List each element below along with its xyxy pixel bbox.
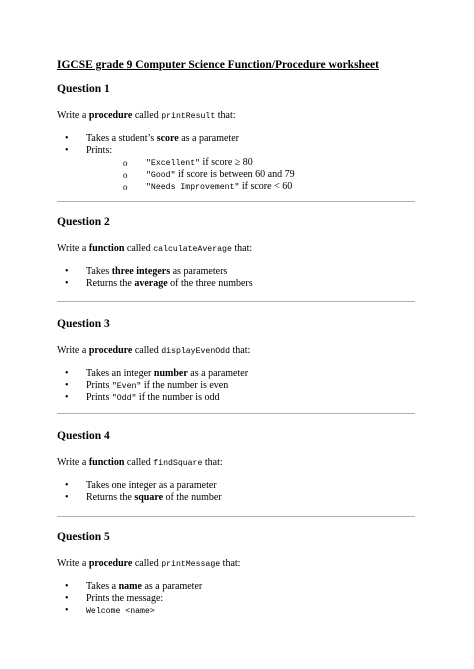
intro-suffix: that: bbox=[231, 243, 253, 254]
question-1-list bbox=[57, 133, 415, 193]
question-3-heading: Question 3 bbox=[57, 318, 110, 330]
section-divider bbox=[57, 413, 415, 414]
item-bold: number bbox=[153, 368, 188, 379]
item-text: if the number is even bbox=[141, 380, 229, 391]
list-item bbox=[57, 278, 415, 290]
question-4-list bbox=[57, 480, 415, 504]
intro-kind: function bbox=[88, 243, 125, 254]
item-text: if score ≥ 80 bbox=[200, 157, 253, 168]
list-item bbox=[57, 380, 415, 392]
item-text: Prints bbox=[86, 392, 112, 403]
item-text: as a parameter bbox=[187, 368, 249, 379]
list-item bbox=[57, 581, 415, 593]
question-2-intro bbox=[57, 243, 415, 255]
item-text: of the number bbox=[163, 492, 222, 503]
item-code: "Even" bbox=[111, 382, 142, 391]
item-text: Takes a student’s bbox=[86, 133, 157, 144]
list-item bbox=[57, 145, 415, 193]
question-2-list bbox=[57, 266, 415, 290]
question-1-intro bbox=[57, 110, 415, 122]
list-item bbox=[57, 266, 415, 278]
question-3-intro bbox=[57, 345, 415, 357]
intro-prefix: Write a bbox=[57, 110, 89, 121]
intro-suffix: that: bbox=[220, 558, 241, 569]
section-divider bbox=[57, 301, 415, 302]
intro-kind: procedure bbox=[88, 110, 133, 121]
item-text: Prints the message: bbox=[86, 593, 164, 604]
item-text: Returns the bbox=[86, 278, 135, 289]
item-text: if score is between 60 and 79 bbox=[175, 169, 295, 180]
intro-subroutine-name: findSquare bbox=[153, 459, 203, 468]
item-bold: square bbox=[134, 492, 164, 503]
list-item bbox=[57, 605, 415, 617]
intro-suffix: that: bbox=[202, 457, 223, 468]
section-divider bbox=[57, 201, 415, 202]
list-item bbox=[57, 593, 415, 605]
list-item bbox=[57, 480, 415, 492]
item-text: of the three numbers bbox=[167, 278, 253, 289]
intro-subroutine-name: printResult bbox=[161, 112, 216, 121]
intro-mid: called bbox=[132, 110, 162, 121]
item-code: "Needs Improvement" bbox=[146, 183, 240, 192]
question-4-section bbox=[57, 429, 415, 504]
question-1-section bbox=[57, 82, 415, 193]
item-text: Takes one integer as a parameter bbox=[86, 480, 217, 491]
intro-prefix: Write a bbox=[57, 345, 89, 356]
intro-kind: function bbox=[88, 457, 125, 468]
item-code: Welcome <name> bbox=[86, 607, 155, 616]
list-item bbox=[57, 492, 415, 504]
question-2-section bbox=[57, 215, 415, 290]
sub-list-item bbox=[86, 157, 415, 169]
section-divider bbox=[57, 516, 415, 517]
item-text: as parameters bbox=[170, 266, 228, 277]
intro-kind: procedure bbox=[88, 558, 133, 569]
document-title: IGCSE grade 9 Computer Science Function/Procedure worksheet bbox=[57, 59, 379, 71]
intro-suffix: that: bbox=[230, 345, 251, 356]
intro-prefix: Write a bbox=[57, 243, 89, 254]
question-2-heading: Question 2 bbox=[57, 216, 110, 228]
item-text: Prints bbox=[86, 380, 112, 391]
item-bold: score bbox=[156, 133, 179, 144]
item-text: Takes bbox=[86, 266, 112, 277]
item-text: if score < 60 bbox=[239, 181, 293, 192]
intro-subroutine-name: printMessage bbox=[161, 560, 221, 569]
item-bold: average bbox=[134, 278, 168, 289]
intro-subroutine-name: displayEvenOdd bbox=[161, 347, 230, 356]
item-text: as a parameter bbox=[141, 581, 203, 592]
item-code: "Odd" bbox=[111, 394, 137, 403]
question-4-intro bbox=[57, 457, 415, 469]
intro-subroutine-name: calculateAverage bbox=[153, 245, 232, 254]
item-bold: three integers bbox=[111, 266, 171, 277]
question-5-intro bbox=[57, 558, 415, 570]
intro-mid: called bbox=[124, 243, 154, 254]
sub-list-item bbox=[86, 181, 415, 193]
sub-list-item bbox=[86, 169, 415, 181]
item-text: Takes a bbox=[86, 581, 119, 592]
item-text: if the number is odd bbox=[136, 392, 220, 403]
intro-mid: called bbox=[124, 457, 154, 468]
item-text: as a parameter bbox=[178, 133, 239, 144]
intro-mid: called bbox=[132, 558, 162, 569]
item-bold: name bbox=[118, 581, 142, 592]
intro-mid: called bbox=[132, 345, 162, 356]
item-text: Takes an integer bbox=[86, 368, 154, 379]
question-3-list bbox=[57, 368, 415, 404]
item-text: Prints: bbox=[86, 145, 113, 156]
list-item bbox=[57, 368, 415, 380]
question-5-list bbox=[57, 581, 415, 617]
list-item bbox=[57, 392, 415, 404]
intro-prefix: Write a bbox=[57, 457, 89, 468]
question-5-heading: Question 5 bbox=[57, 531, 110, 543]
item-code: "Excellent" bbox=[146, 159, 201, 168]
item-text: Returns the bbox=[86, 492, 135, 503]
list-item bbox=[57, 133, 415, 145]
question-1-sublist bbox=[86, 157, 415, 193]
intro-suffix: that: bbox=[215, 110, 236, 121]
question-1-heading: Question 1 bbox=[57, 83, 110, 95]
question-3-section bbox=[57, 317, 415, 404]
item-code: "Good" bbox=[146, 171, 176, 180]
intro-prefix: Write a bbox=[57, 558, 89, 569]
question-5-section bbox=[57, 530, 415, 617]
question-4-heading: Question 4 bbox=[57, 430, 110, 442]
intro-kind: procedure bbox=[88, 345, 133, 356]
